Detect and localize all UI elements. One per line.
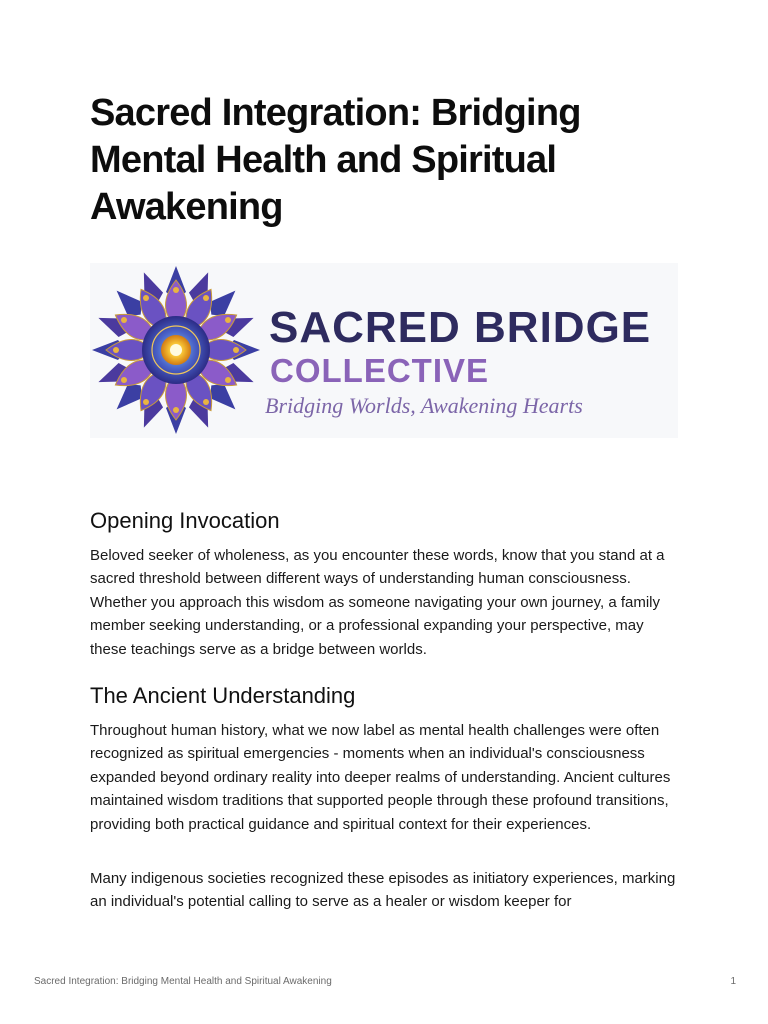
brand-subname: COLLECTIVE — [270, 352, 490, 389]
page-number: 1 — [730, 976, 736, 987]
footer-title: Sacred Integration: Bridging Mental Health and Spiritual Awakening — [34, 976, 332, 987]
mandala-icon — [90, 263, 265, 438]
logo-banner — [90, 263, 678, 438]
section-heading: The Ancient Understanding — [90, 683, 356, 708]
paragraph: Throughout human history, what we now label as mental health challenges were often recognized as spiritual emergencies - moments when an individual's consciousness expanded beyond ordinary reality into deeper realms of understanding. Ancient cultures maintained wisdom traditions that supported people through these profound transitions, providing both practical guidance and spiritual context for their experiences. — [90, 722, 671, 833]
section-heading: Opening Invocation — [90, 508, 280, 533]
brand-name: SACRED BRIDGE — [269, 303, 652, 352]
page-footer — [34, 976, 736, 987]
paragraph: Many indigenous societies recognized these episodes as initiatory experiences, marking an individual's potential calling to serve as a healer or wisdom keeper for — [90, 870, 676, 911]
brand-tagline: Bridging Worlds, Awakening Hearts — [265, 393, 583, 418]
page-title: Sacred Integration: Bridging Mental Health and Spiritual Awakening — [90, 92, 581, 228]
paragraph: Beloved seeker of wholeness, as you encounter these words, know that you stand at a sacred threshold between different ways of understanding human consciousness. Whether you approach this wisdom as someone navigating your own journey, a family member seeking understanding, or a professional expanding your perspective, may these teachings serve as a bridge between worlds. — [90, 547, 665, 658]
